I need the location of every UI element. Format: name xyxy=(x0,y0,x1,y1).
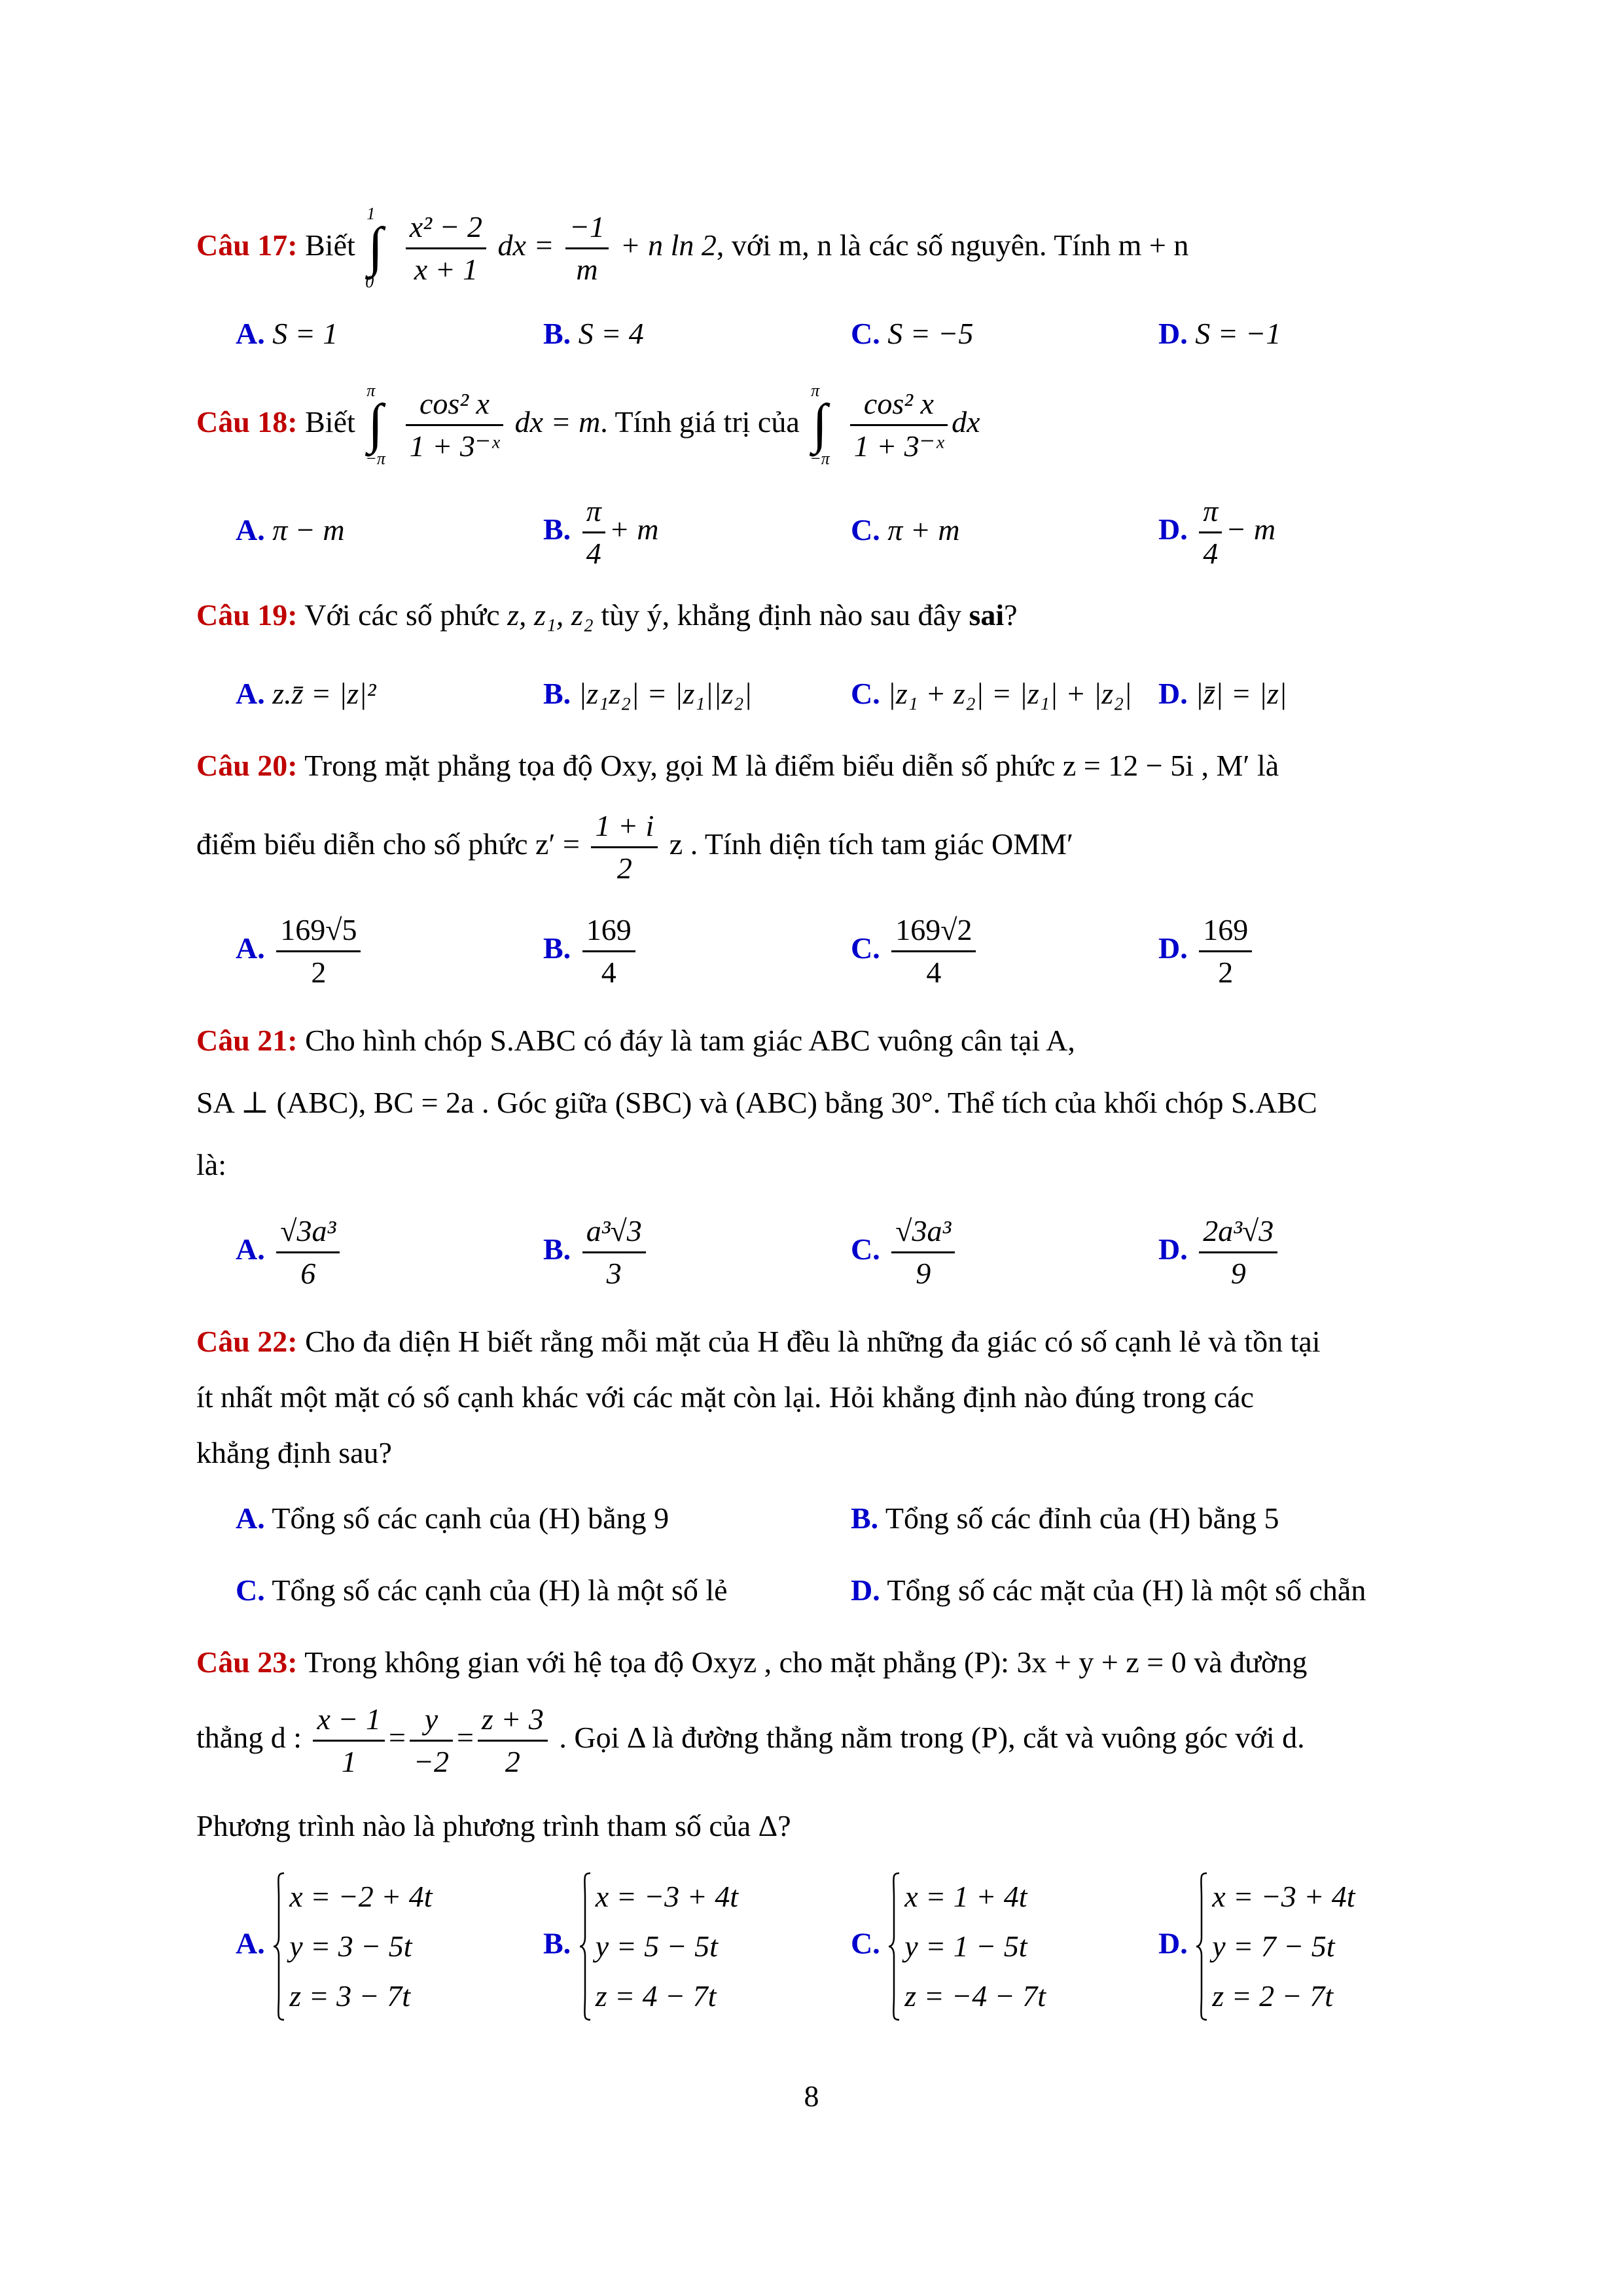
option-label: A. xyxy=(236,513,265,547)
question-20-line2 xyxy=(196,798,1427,890)
option-d[interactable] xyxy=(1158,674,1287,713)
option-a[interactable] xyxy=(236,1872,433,2021)
question-22-label: Câu 22: xyxy=(196,1325,298,1358)
question-23-label: Câu 23: xyxy=(196,1645,298,1679)
equation-y: y = 3 − 5t xyxy=(289,1929,412,1963)
fraction-numerator: x − 1 xyxy=(313,1699,384,1742)
question-20-text: z . Tính diện tích tam giác OMM′ xyxy=(669,827,1074,861)
option-fraction xyxy=(582,491,605,574)
fraction-numerator: 169 xyxy=(1199,910,1252,952)
integral-sign xyxy=(365,206,391,291)
fraction-denominator: 4 xyxy=(926,956,942,989)
option-label: D. xyxy=(1158,512,1188,547)
option-label: B. xyxy=(543,1926,571,1960)
option-text: π − m xyxy=(272,513,345,547)
question-21-text: SA ⊥ (ABC), BC = 2a . Góc giữa (SBC) và (ABC) bằng 30°. Thể tích của khối chóp S.ABC xyxy=(196,1086,1317,1119)
option-text: z.z̄ = |z|² xyxy=(272,677,376,710)
option-label: D. xyxy=(1158,931,1188,965)
integral-equation: dx = m xyxy=(514,405,601,439)
question-18-text: . Tính giá trị của xyxy=(600,405,800,439)
option-fraction xyxy=(276,1211,340,1294)
fraction-numerator: π xyxy=(582,491,605,533)
equation-z: z = −4 − 7t xyxy=(904,1979,1046,2013)
option-text: Tổng số các mặt của (H) là một số chẵn xyxy=(887,1573,1366,1607)
question-23-text: . Gọi Δ là đường thẳng nằm trong (P), cắt và vuông góc với d. xyxy=(559,1721,1305,1754)
fraction-denominator: 9 xyxy=(916,1257,931,1290)
integral-upper: π xyxy=(366,381,376,401)
question-23-text: thẳng d : xyxy=(196,1721,302,1754)
option-label: C. xyxy=(851,677,880,710)
equation-system xyxy=(1195,1872,1355,2021)
question-23-text: Phương trình nào là phương trình tham số của Δ? xyxy=(196,1809,791,1842)
option-fraction xyxy=(582,910,635,993)
question-21-line2 xyxy=(196,1083,1427,1122)
equation-z: z = 4 − 7t xyxy=(595,1979,717,2013)
equation-x: x = −3 + 4t xyxy=(1212,1880,1355,1913)
option-label: B. xyxy=(851,1501,879,1535)
inline-fraction xyxy=(591,806,658,889)
equation-y: y = 1 − 5t xyxy=(904,1929,1027,1963)
option-b[interactable] xyxy=(543,910,639,993)
option-text: Tổng số các đỉnh của (H) bằng 5 xyxy=(885,1501,1279,1535)
question-21-line1: Cho hình chóp S.ABC có đáy là tam giác ABC vuông cân tại A, xyxy=(305,1024,1075,1057)
option-d[interactable] xyxy=(1158,314,1281,353)
option-c[interactable] xyxy=(851,910,980,993)
question-18-label: Câu 18: xyxy=(196,405,298,439)
option-text: |z̄| = |z| xyxy=(1195,677,1287,710)
option-fraction xyxy=(1199,910,1252,993)
option-label: B. xyxy=(543,512,571,547)
question-19-end: ? xyxy=(1004,598,1018,632)
option-label: C. xyxy=(851,317,880,350)
question-19-text: tùy ý, khẳng định nào sau đây xyxy=(601,598,961,632)
question-19-emphasis: sai xyxy=(969,598,1005,632)
question-17-prefix: Biết xyxy=(305,228,355,262)
fraction-numerator: z + 3 xyxy=(478,1699,548,1742)
option-label: C. xyxy=(851,931,880,965)
option-a[interactable] xyxy=(236,674,376,713)
integral-lower: 0 xyxy=(365,272,374,292)
brace-icon xyxy=(272,1872,285,2021)
fraction-numerator: 169 xyxy=(582,910,635,952)
option-c[interactable] xyxy=(851,314,973,353)
option-d[interactable] xyxy=(1158,491,1275,574)
fraction-denominator: 9 xyxy=(1230,1257,1246,1290)
option-a[interactable] xyxy=(236,910,365,993)
fraction-numerator: √3a³ xyxy=(276,1211,340,1253)
option-c[interactable] xyxy=(236,1571,728,1610)
option-b[interactable] xyxy=(543,314,644,353)
line-fraction-1 xyxy=(313,1699,384,1782)
fraction-numerator: 169√2 xyxy=(891,910,976,952)
equation-z: z = 2 − 7t xyxy=(1212,1979,1333,2013)
question-21 xyxy=(196,1021,1427,1060)
option-label: D. xyxy=(1158,317,1188,350)
integral-symbol: ∫ xyxy=(368,393,383,455)
option-a[interactable] xyxy=(236,1211,344,1294)
equation-y: y = 7 − 5t xyxy=(1212,1929,1335,1963)
question-21-line3 xyxy=(196,1145,1427,1185)
fraction-denominator: m xyxy=(576,252,598,286)
equation-system xyxy=(272,1872,432,2021)
question-19-vars: z, z₁, z₂ xyxy=(507,598,594,632)
option-label: D. xyxy=(1158,677,1188,710)
integral-sign xyxy=(365,382,391,467)
option-label: B. xyxy=(543,1232,571,1266)
fraction-numerator: √3a³ xyxy=(891,1211,955,1253)
question-20-line1: Trong mặt phẳng tọa độ Oxy, gọi M là điểm biểu diễn số phức z = 12 − 5i , M′ là xyxy=(304,749,1279,782)
option-fraction xyxy=(891,1211,955,1294)
option-text: + m xyxy=(609,512,659,547)
option-label: C. xyxy=(851,1232,880,1266)
question-22-text: ít nhất một mặt có số cạnh khác với các mặt còn lại. Hỏi khẳng định nào đúng trong các xyxy=(196,1380,1254,1414)
option-text: − m xyxy=(1226,512,1276,547)
option-label: C. xyxy=(851,513,880,547)
fraction-numerator: −1 xyxy=(565,207,609,249)
option-label: A. xyxy=(236,931,265,965)
fraction-numerator: cos² x xyxy=(406,384,503,426)
option-label: A. xyxy=(236,1926,265,1960)
integral-symbol: ∫ xyxy=(812,393,828,455)
option-label: A. xyxy=(236,1232,265,1266)
option-text: |z₁ + z₂| = |z₁| + |z₂| xyxy=(887,677,1132,710)
fraction-numerator: x² − 2 xyxy=(406,207,486,249)
equation-system xyxy=(579,1872,738,2021)
integrand-fraction xyxy=(406,384,503,467)
question-18-prefix: Biết xyxy=(305,405,355,439)
option-label: D. xyxy=(1158,1926,1188,1960)
question-19-label: Câu 19: xyxy=(196,598,298,632)
fraction-numerator: 2a³√3 xyxy=(1199,1211,1277,1253)
question-18 xyxy=(196,373,1427,471)
fraction-numerator: y xyxy=(410,1699,453,1742)
rhs-fraction xyxy=(565,207,609,290)
option-d[interactable] xyxy=(1158,1211,1281,1294)
option-b[interactable] xyxy=(543,491,659,574)
brace-icon xyxy=(887,1872,901,2021)
option-fraction xyxy=(891,910,976,993)
question-19-text: Với các số phức xyxy=(304,598,500,632)
option-label: C. xyxy=(851,1926,880,1960)
question-17-text: , với m, n là các số nguyên. Tính m + n xyxy=(716,228,1189,262)
option-a[interactable] xyxy=(236,511,345,550)
option-text: π + m xyxy=(887,513,960,547)
fraction-numerator: cos² x xyxy=(850,384,948,426)
question-22-line3 xyxy=(196,1433,1427,1473)
fraction-denominator: 4 xyxy=(601,956,616,989)
option-a[interactable] xyxy=(236,1499,669,1538)
fraction-denominator: 4 xyxy=(586,537,601,570)
line-fraction-3 xyxy=(478,1699,548,1782)
option-label: B. xyxy=(543,677,571,710)
fraction-numerator: 169√5 xyxy=(276,910,361,952)
integral-upper: π xyxy=(811,381,820,401)
fraction-denominator: 2 xyxy=(616,851,632,885)
integral-lower: −π xyxy=(810,449,830,469)
option-text: Tổng số các cạnh của (H) là một số lẻ xyxy=(272,1573,728,1607)
differential: dx xyxy=(952,405,980,439)
brace-icon xyxy=(1195,1872,1208,2021)
equation-z: z = 3 − 7t xyxy=(289,1979,410,2013)
integral-symbol: ∫ xyxy=(368,217,383,278)
fraction-denominator: 3 xyxy=(606,1257,622,1290)
fraction-denominator: 1 + 3⁻ˣ xyxy=(853,429,944,463)
question-23-line3 xyxy=(196,1806,1427,1846)
fraction-denominator: x + 1 xyxy=(414,252,478,286)
option-text: S = −1 xyxy=(1195,317,1281,350)
fraction-numerator: π xyxy=(1199,491,1222,533)
question-21-label: Câu 21: xyxy=(196,1024,298,1057)
equation-x: x = 1 + 4t xyxy=(904,1880,1027,1913)
question-23-line1: Trong không gian với hệ tọa độ Oxyz , cho mặt phẳng (P): 3x + y + z = 0 và đường xyxy=(304,1645,1308,1679)
option-text: |z₁z₂| = |z₁||z₂| xyxy=(578,677,753,710)
option-d[interactable] xyxy=(1158,1872,1355,2021)
option-label: A. xyxy=(236,317,265,350)
equation-x: x = −2 + 4t xyxy=(289,1880,433,1913)
integrand-fraction xyxy=(406,207,486,290)
option-label: C. xyxy=(236,1573,265,1607)
fraction-numerator: a³√3 xyxy=(582,1211,646,1253)
option-label: D. xyxy=(851,1573,880,1607)
option-fraction xyxy=(1199,491,1222,574)
question-21-text: là: xyxy=(196,1148,226,1181)
option-d[interactable] xyxy=(851,1571,1366,1610)
fraction-denominator: 2 xyxy=(505,1744,520,1778)
question-17 xyxy=(196,196,1427,295)
option-fraction xyxy=(276,910,361,993)
line-fraction-2 xyxy=(410,1699,453,1782)
option-fraction xyxy=(1199,1211,1277,1294)
fraction-denominator: −2 xyxy=(413,1744,449,1778)
question-20-text: điểm biểu diễn cho số phức z′ = xyxy=(196,827,580,861)
differential: dx = xyxy=(497,228,554,262)
integral-upper: 1 xyxy=(366,204,376,224)
equation-system xyxy=(887,1872,1046,2021)
option-label: A. xyxy=(236,1501,265,1535)
equation-x: x = −3 + 4t xyxy=(595,1880,739,1913)
question-22-line2 xyxy=(196,1378,1427,1417)
option-fraction xyxy=(582,1211,646,1294)
fraction-denominator: 2 xyxy=(1218,956,1234,989)
fraction-denominator: 6 xyxy=(300,1257,316,1290)
option-text: S = 4 xyxy=(578,317,644,350)
option-d[interactable] xyxy=(1158,910,1256,993)
option-label: A. xyxy=(236,677,265,710)
fraction-denominator: 1 xyxy=(341,1744,357,1778)
option-label: B. xyxy=(543,931,571,965)
option-c[interactable] xyxy=(851,1872,1046,2021)
question-19 xyxy=(196,596,1427,635)
option-text: S = 1 xyxy=(272,317,338,350)
option-b[interactable] xyxy=(543,1211,650,1294)
fraction-denominator: 4 xyxy=(1203,537,1219,570)
question-22 xyxy=(196,1322,1427,1361)
option-text: S = −5 xyxy=(887,317,974,350)
option-b[interactable] xyxy=(851,1499,1279,1538)
rhs-tail: + n ln 2 xyxy=(620,228,717,262)
option-c[interactable] xyxy=(851,511,960,550)
option-c[interactable] xyxy=(851,1211,959,1294)
option-b[interactable] xyxy=(543,674,752,713)
option-label: D. xyxy=(1158,1232,1188,1266)
question-22-text: khẳng định sau? xyxy=(196,1436,392,1469)
fraction-numerator: 1 + i xyxy=(591,806,658,848)
integral-lower: −π xyxy=(365,449,385,469)
fraction-denominator: 1 + 3⁻ˣ xyxy=(409,429,500,463)
brace-icon xyxy=(579,1872,592,2021)
integrand-fraction xyxy=(850,384,948,467)
question-20 xyxy=(196,746,1427,785)
equation-y: y = 5 − 5t xyxy=(595,1929,718,1963)
question-17-label: Câu 17: xyxy=(196,228,298,262)
question-23 xyxy=(196,1643,1427,1682)
page-number: 8 xyxy=(804,2079,819,2113)
question-22-line1: Cho đa diện H biết rằng mỗi mặt của H đều là những đa giác có số cạnh lẻ và tồn tại xyxy=(305,1325,1321,1358)
integral-sign xyxy=(810,382,836,467)
question-23-line2: thẳng d : $\frac{x - 1}{1}$ = $\frac{y}{-2}$ = $\frac{z + 3}{2}$ . Gọi Δ là đường thẳng nằm trong (P), cắt và vuông góc với d. xyxy=(196,1692,1427,1784)
option-a[interactable] xyxy=(236,314,338,353)
option-text: Tổng số các cạnh của (H) bằng 9 xyxy=(272,1501,669,1535)
option-b[interactable] xyxy=(543,1872,738,2021)
option-c[interactable] xyxy=(851,674,1132,713)
question-20-label: Câu 20: xyxy=(196,749,298,782)
fraction-denominator: 2 xyxy=(311,956,327,989)
option-label: B. xyxy=(543,317,571,350)
